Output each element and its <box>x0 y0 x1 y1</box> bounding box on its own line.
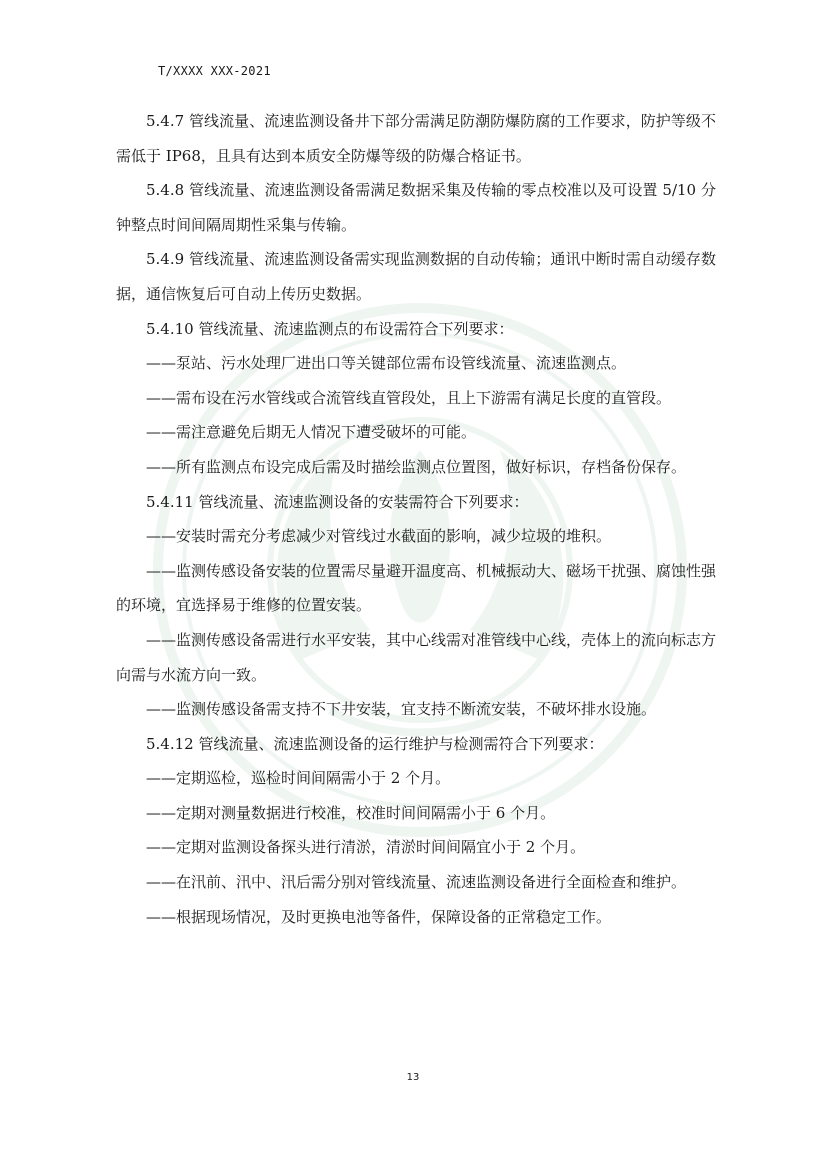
document-body <box>116 104 716 934</box>
paragraph-5-4-12: 5.4.12 管线流量、流速监测设备的运行维护与检测需符合下列要求： <box>146 734 604 753</box>
list-item: ——根据现场情况，及时更换电池等备件，保障设备的正常稳定工作。 <box>146 907 612 926</box>
list-item: ——所有监测点布设完成后需及时描绘监测点位置图，做好标识，存档备份保存。 <box>146 457 687 476</box>
list-item: ——泵站、污水处理厂进出口等关键部位需布设管线流量、流速监测点。 <box>146 354 627 373</box>
list-item: ——监测传感设备需进行水平安装，其中心线需对准管线中心线，壳体上的流向标志方向需与水流方向一致。 <box>116 630 717 684</box>
list-item: ——定期对监测设备探头进行清淤，清淤时间间隔宜小于 2 个月。 <box>146 838 586 857</box>
list-item: ——在汛前、汛中、汛后需分别对管线流量、流速监测设备进行全面检查和维护。 <box>146 873 687 892</box>
paragraph-5-4-9: 5.4.9 管线流量、流速监测设备需实现监测数据的自动传输；通讯中断时需自动缓存数据，通信恢复后可自动上传历史数据。 <box>116 250 716 303</box>
list-item: ——定期巡检，巡检时间间隔需小于 2 个月。 <box>146 769 451 788</box>
page-number: 13 <box>406 1072 420 1083</box>
paragraph-5-4-11: 5.4.11 管线流量、流速监测设备的安装需符合下列要求： <box>146 492 529 511</box>
list-item: ——监测传感设备需支持不下井安装，宜支持不断流安装，不破坏排水设施。 <box>146 700 657 719</box>
paragraph-5-4-7: 5.4.7 管线流量、流速监测设备井下部分需满足防潮防爆防腐的工作要求，防护等级不需低于 IP68，且具有达到本质安全防爆等级的防爆合格证书。 <box>116 112 716 165</box>
list-item: ——需注意避免后期无人情况下遭受破坏的可能。 <box>146 423 477 442</box>
list-item: ——定期对测量数据进行校准，校准时间间隔需小于 6 个月。 <box>146 803 556 822</box>
paragraph-5-4-8: 5.4.8 管线流量、流速监测设备需满足数据采集及传输的零点校准以及可设置 5/10 分钟整点时间间隔周期性采集与传输。 <box>116 181 716 234</box>
list-item: ——需布设在污水管线或合流管线直管段处，且上下游需有满足长度的直管段。 <box>146 388 672 407</box>
list-item: ——安装时需充分考虑减少对管线过水截面的影响，减少垃圾的堆积。 <box>146 527 612 546</box>
document-code-header: T/XXXX XXX-2021 <box>158 64 271 78</box>
paragraph-5-4-10: 5.4.10 管线流量、流速监测点的布设需符合下列要求： <box>146 319 514 338</box>
list-item: ——监测传感设备安装的位置需尽量避开温度高、机械振动大、磁场干扰强、腐蚀性强的环境，宜选择易于维修的位置安装。 <box>116 561 717 615</box>
